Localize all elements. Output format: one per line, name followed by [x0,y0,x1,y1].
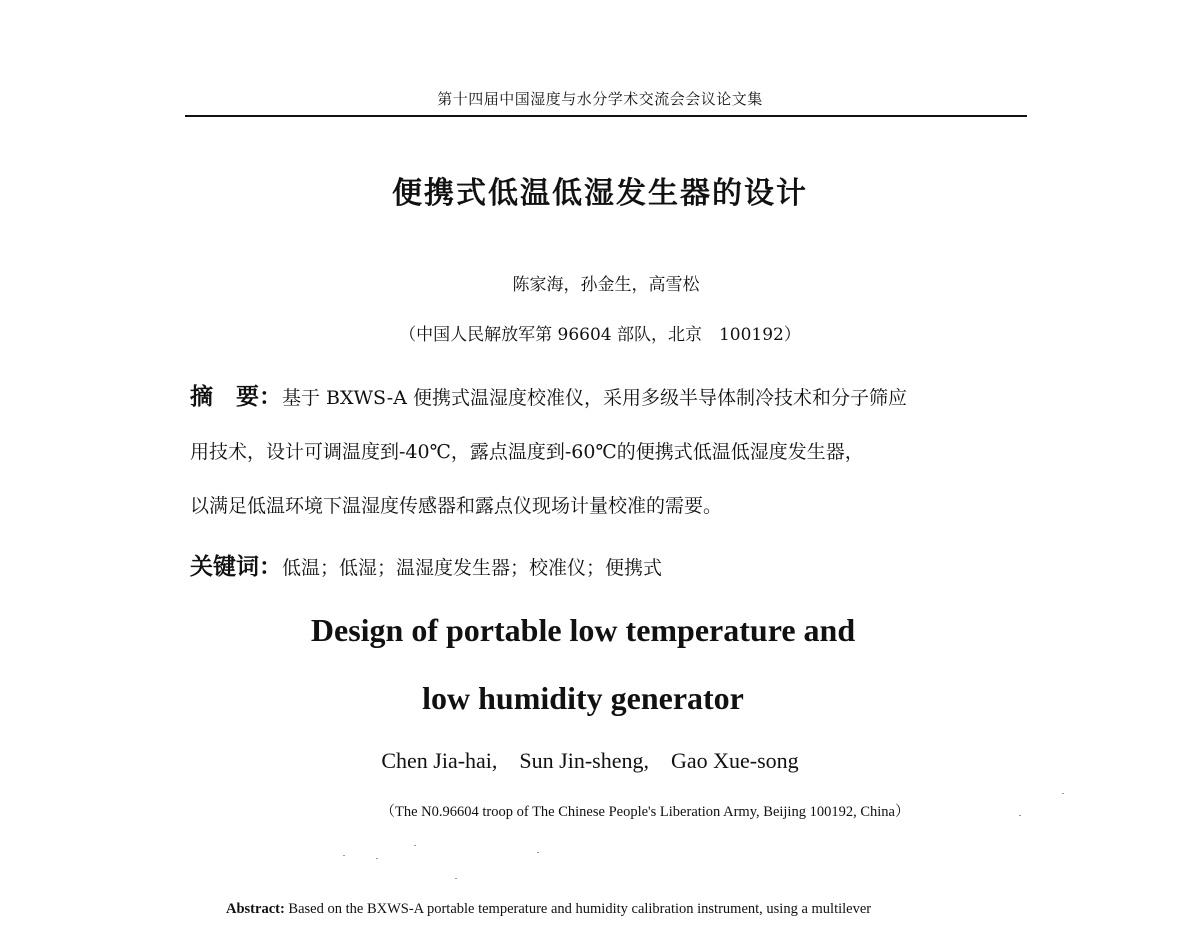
chinese-abstract-line-1 [190,378,907,411]
scan-speck [537,852,539,853]
english-abstract-text: Based on the BXWS-A portable temperature and humidity calibration instrument, using a multilever [288,901,872,917]
proceedings-header: 第十四届中国湿度与水分学术交流会会议论文集 [437,90,763,108]
english-affiliation: （The N0.96604 troop of The Chinese People's Liberation Army, Beijing 100192, China） [380,804,910,820]
header-rule [185,115,1027,117]
scan-speck [1062,793,1064,794]
chinese-authors: 陈家海，孙金生，高雪松 [512,275,700,295]
scan-speck [376,858,378,859]
scan-speck [455,878,457,879]
chinese-abstract-line-3: 以满足低温环境下温湿度传感器和露点仪现场计量校准的需要。 [190,495,723,517]
scan-speck [1019,815,1021,816]
chinese-keywords [190,548,662,581]
chinese-affiliation: （中国人民解放军第 96604 部队，北京 100192） [399,325,801,345]
chinese-abstract-text-1: 基于 BXWS-A 便携式温湿度校准仪，采用多级半导体制冷技术和分子筛应 [282,387,907,409]
chinese-abstract-line-2: 用技术，设计可调温度到-40℃，露点温度到-60℃的便携式低温低湿度发生器， [190,441,864,463]
scan-speck [414,845,416,846]
english-abstract [226,901,871,918]
scan-speck [343,855,345,856]
english-authors: Chen Jia-hai, Sun Jin-sheng, Gao Xue-song [381,748,799,773]
chinese-keywords-text: 低温；低湿；温湿度发生器；校准仪；便携式 [282,557,663,579]
english-title-line-1: Design of portable low temperature and [310,612,856,648]
english-title-line-2: low humidity generator [422,680,744,716]
chinese-keywords-label: 关键词： [190,554,282,580]
chinese-abstract-label: 摘 要： [190,384,282,410]
chinese-title: 便携式低温低湿发生器的设计 [392,176,808,211]
english-abstract-label: Abstract: [226,901,285,917]
